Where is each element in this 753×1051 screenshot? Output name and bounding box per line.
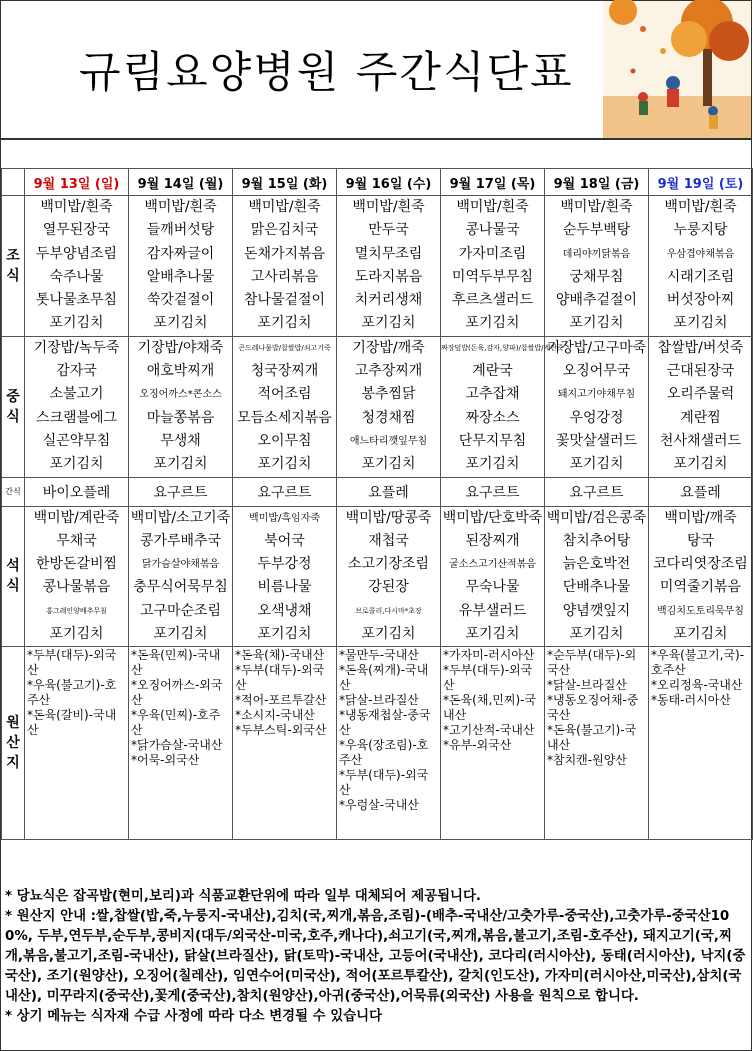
origin-cell	[233, 647, 337, 840]
dinner-day-cell	[337, 506, 441, 647]
day-header: 9월 18일 (금)	[545, 169, 649, 196]
menu-item: 무생채	[160, 432, 201, 449]
menu-item: *동태-러시아산	[651, 693, 731, 708]
menu-item: 기장밥/녹두죽	[33, 339, 120, 356]
origin-cell	[25, 647, 129, 840]
menu-item: 모듬소세지볶음	[237, 409, 332, 426]
menu-item: *돈육(채,민찌)-국내산	[443, 693, 537, 723]
menu-item: *돈육(갈비)-국내산	[27, 708, 117, 738]
menu-item: 봉추찜닭	[361, 386, 416, 403]
menu-item: 백미밥/흰죽	[456, 199, 529, 215]
snack-cell: 요구르트	[129, 477, 233, 506]
menu-item: *물만두-국내산	[339, 648, 419, 663]
menu-item: 미역두부무침	[451, 268, 534, 285]
snack-cell: 바이오플레	[25, 477, 129, 506]
dinner-day-cell	[129, 506, 233, 647]
menu-item: 실곤약무침	[42, 432, 111, 449]
menu-item: 참나물겉절이	[243, 292, 326, 309]
menu-item: 백미밥/흰죽	[144, 199, 217, 215]
lunch-day-cell	[25, 336, 129, 477]
menu-item: 탕국	[686, 532, 715, 549]
day-header: 9월 16일 (수)	[337, 169, 441, 196]
menu-item: 한방돈갈비찜	[35, 556, 118, 573]
menu-item: 고추장찌개	[354, 363, 423, 380]
meal-label-dinner: 석식	[2, 506, 25, 647]
menu-item: 고추잡채	[465, 386, 520, 403]
breakfast-row	[2, 196, 753, 337]
menu-item: 오색냉채	[257, 602, 312, 619]
lunch-row	[2, 336, 753, 477]
menu-item: *소시지-국내산	[235, 708, 315, 723]
menu-item: 포기김치	[49, 626, 104, 643]
menu-item: 양배추겉절이	[555, 292, 638, 309]
menu-item: 콩나물볶음	[42, 579, 111, 596]
menu-item: 계란국	[472, 363, 513, 380]
menu-item: 유부샐러드	[458, 602, 527, 619]
dinner-day-cell	[649, 506, 753, 647]
menu-item: 백미밥/소고기죽	[130, 509, 231, 526]
menu-item: *돈육(불고기)-국내산	[547, 723, 637, 753]
lunch-day-cell	[337, 336, 441, 477]
menu-item: 닭가슴살야채볶음	[141, 559, 220, 571]
menu-item: *순두부(대두)-외국산	[547, 648, 637, 678]
menu-item: 단무지무침	[458, 432, 527, 449]
menu-item: 백미밥/흰죽	[40, 199, 113, 215]
menu-item: *참치캔-원양산	[547, 753, 627, 768]
menu-item: 우엉강정	[569, 409, 624, 426]
menu-item: 기장밥/고구마죽	[546, 339, 647, 356]
menu-item: 청경채찜	[361, 409, 416, 426]
menu-item: *오징어까스-외국산	[131, 678, 223, 708]
note-origin: * 원산지 안내 :쌀,찹쌀(밥,죽,누룽지-국내산),김치(국,찌개,볶음,조림)-(배추-국내산/고춧가루-중국산),고춧가루-중국산100%, 두부,연두부,순두부,콩비지(대두/외국산-미국,호주,캐나다),쇠고기(국,찌개,볶음,불고기,조림-호주산), 돼지고기(국,찌개,볶음,불고기,조림-국내산), 닭살(브라질산), 닭(토막)-국내산, 고등어(국내산), 코다리(러시아산), 동태(러시아산), 낙지(중국산), 조기(원양산), 오징어(칠레산), 임연수어(미국산), 적어(포르투칼산), 갈치(인도산), 가자미(러시아산,미국산),삼치(국내산), 미꾸라지(중국산),꽃게(중국산),참치(원양산),아귀(중국산),어묵류(외국산) 사용을 원칙으로 합니다.	[5, 909, 746, 1004]
day-header: 9월 13일 (일)	[25, 169, 129, 196]
menu-item: 포기김치	[49, 315, 104, 332]
menu-item: 감자짜글이	[146, 245, 215, 262]
corner-cell	[2, 169, 25, 196]
menu-item: *돈육(찌개)-국내산	[339, 663, 429, 693]
menu-item: 무숙나물	[465, 579, 520, 596]
menu-item: 포기김치	[257, 456, 312, 473]
menu-item: 된장찌개	[465, 532, 520, 549]
menu-item: 멸치무조림	[354, 245, 423, 262]
menu-item: 오징어무국	[562, 363, 631, 380]
menu-item: 감자국	[56, 363, 97, 380]
menu-item: *우육(민찌)-호주산	[131, 708, 221, 738]
menu-item: 도라지볶음	[354, 268, 423, 285]
dinner-day-cell	[25, 506, 129, 647]
menu-item: 찹쌀밥/버섯죽	[657, 339, 744, 356]
menu-item: 포기김치	[673, 456, 728, 473]
menu-item: *닭살-브라질산	[339, 693, 419, 708]
meal-label-snack: 간식	[2, 477, 25, 506]
menu-item: *가자미-러시아산	[443, 648, 535, 663]
breakfast-day-cell	[337, 196, 441, 337]
menu-item: *우육(불고기,국)-호주산	[651, 648, 745, 678]
menu-item: 포기김치	[257, 626, 312, 643]
menu-item: 포기김치	[569, 456, 624, 473]
menu-item: *두부(대두)-외국산	[235, 663, 325, 693]
menu-item: 콩나물국	[465, 222, 520, 239]
day-header: 9월 14일 (월)	[129, 169, 233, 196]
breakfast-day-cell	[545, 196, 649, 337]
menu-item: 마늘쫑볶음	[146, 409, 215, 426]
menu-item: 백미밥/검은콩죽	[546, 509, 647, 526]
menu-item: 궁채무침	[569, 268, 624, 285]
snack-cell: 요구르트	[545, 477, 649, 506]
menu-item: 백미밥/흰죽	[352, 199, 425, 215]
menu-item: 치커리생채	[354, 292, 423, 309]
day-header: 9월 15일 (화)	[233, 169, 337, 196]
day-header: 9월 17일 (목)	[441, 169, 545, 196]
menu-item: 돈채가지볶음	[243, 245, 326, 262]
snack-cell: 요구르트	[233, 477, 337, 506]
menu-item: 소불고기	[49, 386, 104, 403]
menu-item: *두부(대두)-외국산	[27, 648, 117, 678]
page-title: 규림요양병원 주간식단표	[79, 48, 574, 98]
menu-item: 백미밥/흑임자죽	[249, 512, 320, 524]
menu-item: 열무된장국	[42, 222, 111, 239]
menu-item: 포기김치	[153, 626, 208, 643]
menu-item: 콩가루배추국	[139, 532, 222, 549]
menu-item: 쑥갓겉절이	[146, 292, 215, 309]
menu-item: 계란찜	[680, 409, 721, 426]
menu-item: 포기김치	[361, 456, 416, 473]
menu-item: 백미밥/흰죽	[664, 199, 737, 215]
snack-cell: 요플레	[649, 477, 753, 506]
meal-label-origin: 원산지	[2, 647, 25, 840]
menu-item: 애느타리깻잎무침	[349, 435, 428, 447]
menu-item: 굴소스고기산적볶음	[449, 559, 536, 571]
menu-item: 포기김치	[465, 626, 520, 643]
menu-item: 포기김치	[569, 626, 624, 643]
menu-item: 포기김치	[673, 315, 728, 332]
menu-item: 포기김치	[49, 456, 104, 473]
menu-item: 꽃맛살샐러드	[555, 432, 638, 449]
menu-item: 스크램블에그	[35, 409, 118, 426]
menu-item: 소고기장조림	[347, 556, 430, 573]
menu-item: 비름나물	[257, 579, 312, 596]
lunch-day-cell	[545, 336, 649, 477]
menu-item: 참치추어탕	[562, 532, 631, 549]
menu-item: 백미밥/단호박죽	[442, 509, 543, 526]
weekly-menu-table	[1, 168, 753, 840]
menu-item: 누룽지탕	[673, 222, 728, 239]
menu-item: 후르츠샐러드	[451, 292, 534, 309]
breakfast-day-cell	[129, 196, 233, 337]
menu-item: 짜장소스	[465, 409, 520, 426]
menu-item: 순두부백탕	[562, 222, 631, 239]
menu-item: 포기김치	[465, 456, 520, 473]
menu-item: *오리정육-국내산	[651, 678, 743, 693]
meal-label-lunch: 중식	[2, 336, 25, 477]
menu-item: 천사채샐러드	[659, 432, 742, 449]
origin-cell	[649, 647, 753, 840]
snack-row	[2, 477, 753, 506]
menu-item: 오이무침	[257, 432, 312, 449]
menu-item: 만두국	[368, 222, 409, 239]
menu-item: 백미밥/흰죽	[248, 199, 321, 215]
menu-item: *유부-외국산	[443, 738, 512, 753]
menu-item: 포기김치	[361, 626, 416, 643]
menu-item: 알배추나물	[146, 268, 215, 285]
menu-item: 백미밥/땅콩죽	[345, 509, 432, 526]
menu-item: 백미밥/계란죽	[33, 509, 120, 526]
menu-item: 양념깻잎지	[562, 602, 631, 619]
menu-item: *우육(불고기)-호주산	[27, 678, 117, 708]
meal-label-breakfast: 조식	[2, 196, 25, 337]
menu-item: *우육(장조림)-호주산	[339, 738, 429, 768]
menu-item: 가자미조림	[458, 245, 527, 262]
menu-item: 고구마순조림	[139, 602, 222, 619]
menu-item: 오징어까스*콘소스	[139, 389, 222, 401]
day-header: 9월 19일 (토)	[649, 169, 753, 196]
snack-cell: 요플레	[337, 477, 441, 506]
lunch-day-cell	[441, 336, 564, 477]
autumn-illustration	[603, 1, 751, 138]
notes	[5, 887, 749, 1027]
menu-item: *고기산적-국내산	[443, 723, 535, 738]
menu-item: 강된장	[368, 579, 409, 596]
menu-item: 단배추나물	[562, 579, 631, 596]
menu-item: 미역줄기볶음	[659, 579, 742, 596]
lunch-day-cell	[233, 336, 337, 477]
menu-item: *우렁살-국내산	[339, 798, 419, 813]
menu-item: 브로콜리,다시마*초장	[355, 606, 422, 615]
menu-item: 포기김치	[153, 315, 208, 332]
menu-item: *어묵-외국산	[131, 753, 200, 768]
menu-item: *냉동오징어채-중국산	[547, 693, 639, 723]
note-change: * 상기 메뉴는 식자재 수급 사정에 따라 다소 변경될 수 있습니다	[5, 1009, 383, 1024]
menu-item: 오리주물럭	[666, 386, 735, 403]
breakfast-day-cell	[649, 196, 753, 337]
menu-item: 백김치도토리묵무침	[657, 605, 744, 617]
menu-item: *두부스틱-외국산	[235, 723, 327, 738]
origin-cell	[129, 647, 233, 840]
menu-item: *돈육(민찌)-국내산	[131, 648, 221, 678]
menu-item: 백미밥/깨죽	[664, 509, 737, 526]
menu-item: 무채국	[56, 532, 97, 549]
dinner-day-cell	[441, 506, 545, 647]
menu-item: 근대된장국	[666, 363, 735, 380]
menu-item: *돈육(채)-국내산	[235, 648, 325, 663]
header	[1, 1, 751, 140]
day-header-row	[2, 169, 753, 196]
menu-item: 맑은김치국	[250, 222, 319, 239]
menu-item: 기장밥/깨죽	[352, 339, 425, 356]
menu-item: 포기김치	[465, 315, 520, 332]
menu-item: 포기김치	[673, 626, 728, 643]
menu-item: 짜장덮밥(돈육,감자,양파)/찹쌀밥/계란죽	[441, 343, 564, 352]
menu-item: 포기김치	[257, 315, 312, 332]
menu-item: *두부(대두)-외국산	[443, 663, 533, 693]
dinner-day-cell	[545, 506, 649, 647]
menu-item: *적어-포르투갈산	[235, 693, 327, 708]
menu-item: 홍그레인양배추무침	[46, 606, 107, 615]
menu-item: 포기김치	[361, 315, 416, 332]
menu-item: 두부강정	[257, 556, 312, 573]
menu-item: 코다리엿장조림	[653, 556, 748, 573]
menu-item: 들깨버섯탕	[146, 222, 215, 239]
lunch-day-cell	[649, 336, 753, 477]
menu-item: 애호박찌개	[146, 363, 215, 380]
menu-item: 재첩국	[368, 532, 409, 549]
menu-item: *닭살-브라질산	[547, 678, 627, 693]
menu-item: 청국장찌개	[250, 363, 319, 380]
menu-item: 돼지고기야채무침	[557, 389, 636, 401]
lunch-day-cell	[129, 336, 233, 477]
menu-item: 시래기조림	[666, 268, 735, 285]
origin-cell	[545, 647, 649, 840]
menu-item: 충무식어묵무침	[133, 579, 228, 596]
menu-item: 포기김치	[569, 315, 624, 332]
menu-item: 고사리볶음	[250, 268, 319, 285]
origin-row	[2, 647, 753, 840]
menu-item: 북어국	[264, 532, 305, 549]
menu-item: 숙주나물	[49, 268, 104, 285]
breakfast-day-cell	[25, 196, 129, 337]
menu-item: 데리야끼닭볶음	[562, 248, 631, 260]
origin-cell	[441, 647, 545, 840]
dinner-day-cell	[233, 506, 337, 647]
origin-cell	[337, 647, 441, 840]
menu-item: 기장밥/야채죽	[137, 339, 224, 356]
note-diabetic: * 당뇨식은 잡곡밥(현미,보리)과 식품교환단위에 따라 일부 대체되어 제공됩니다.	[5, 889, 481, 904]
breakfast-day-cell	[441, 196, 545, 337]
menu-item: *냉동재첩살-중국산	[339, 708, 431, 738]
menu-item: 버섯장아찌	[666, 292, 735, 309]
menu-item: 적어조림	[257, 386, 312, 403]
dinner-row	[2, 506, 753, 647]
menu-item: 포기김치	[153, 456, 208, 473]
menu-item: 곤드레나물밥/찹쌀밥/쇠고기죽	[238, 343, 331, 352]
menu-item: *두부(대두)-외국산	[339, 768, 429, 798]
breakfast-day-cell	[233, 196, 337, 337]
menu-item: 두부양념조림	[35, 245, 118, 262]
menu-item: 백미밥/흰죽	[560, 199, 633, 215]
menu-item: 톳나물초무침	[35, 292, 118, 309]
menu-item: 우삼겹야채볶음	[666, 248, 735, 260]
snack-cell: 요구르트	[441, 477, 545, 506]
menu-item: 늙은호박전	[562, 556, 631, 573]
menu-item: *닭가슴살-국내산	[131, 738, 223, 753]
